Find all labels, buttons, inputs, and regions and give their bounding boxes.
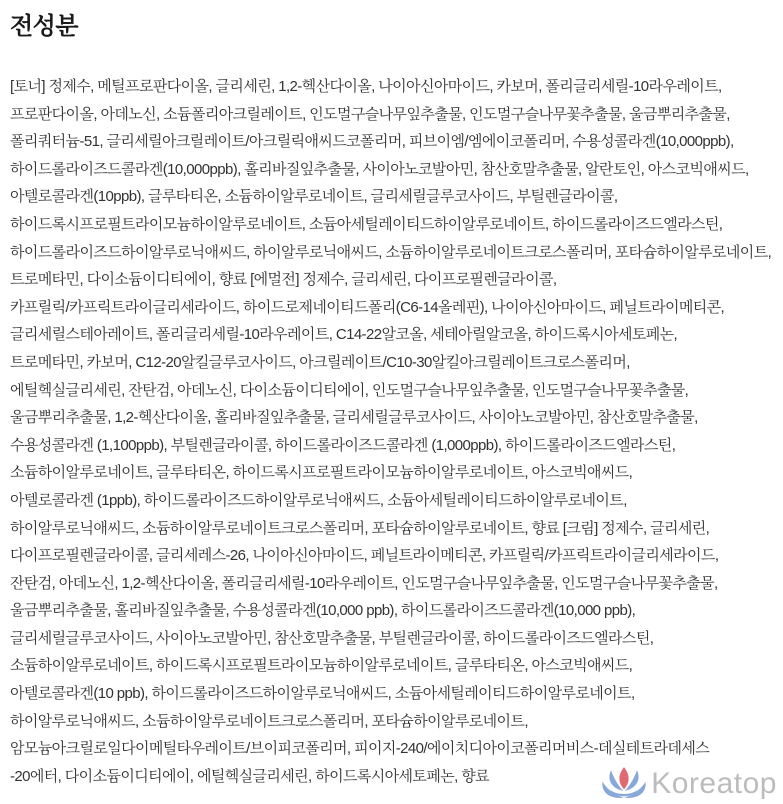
ingredient-text-line: 잔탄검, 아데노신, 1,2-헥산다이올, 폴리글리세릴-10라우레이트, 인도멀구슬나무잎추출물, 인도멀구슬나무꽃추출물, (10, 574, 718, 592)
ingredient-text-line: 울금뿌리추출물, 홀리바질잎추출물, 수용성콜라겐(10,000 ppb), 하이드롤라이즈드콜라겐(10,000 ppb), (10, 602, 636, 620)
page-title: 전성분 (10, 13, 79, 40)
ingredient-text-line: 하이드롤라이즈드콜라겐(10,000ppb), 홀리바질잎추출물, 사이아노코발아민, 참산호말추출물, 알란토인, 아스코빅애씨드, (10, 160, 749, 178)
ingredient-text-line: 프로판다이올, 아데노신, 소듐폴리아크릴레이트, 인도멀구슬나무잎추출물, 인도멀구슬나무꽃추출물, 울금뿌리추출물, (10, 105, 730, 123)
brand-watermark (601, 766, 777, 802)
ingredient-text-line: 암모늄아크릴로일다이메틸타우레이트/브이피코폴리머, 피이지-240/에이치디아이코폴리머비스-데실테트라데세스 (10, 740, 710, 758)
ingredient-text-line: 아텔로콜라겐 (1ppb), 하이드롤라이즈드하이알루로닉애씨드, 소듐아세틸레이티드하이알루로네이트, (10, 491, 627, 509)
ingredient-text-line: 소듐하이알루로네이트, 글루타티온, 하이드록시프로필트라이모늄하이알루로네이트, 아스코빅애씨드, (10, 464, 633, 482)
ingredient-text-line: 카프릴릭/카프릭트라이글리세라이드, 하이드로제네이티드폴리(C6-14올레핀), 나이아신아마이드, 페닐트라이메티콘, (10, 298, 725, 316)
ingredient-text-line: [토너] 정제수, 메틸프로판다이올, 글리세린, 1,2-헥산다이올, 나이아신아마이드, 카보머, 폴리글리세릴-10라우레이트, (10, 78, 722, 95)
ingredient-text-line: 다이프로필렌글라이콜, 글리세레스-26, 나이아신아마이드, 페닐트라이메티콘, 카프릴릭/카프릭트라이글리세라이드, (10, 547, 719, 565)
ingredient-text-line: 트로메타민, 다이소듐이디티에이, 향료 [에멀전] 정제수, 글리세린, 다이프로필렌글라이콜, (10, 271, 557, 289)
ingredients-text-block (10, 73, 781, 790)
ingredient-text-line: 폴리쿼터늄-51, 글리세릴아크릴레이트/아크릴릭애씨드코폴리머, 피브이엠/엠에이코폴리머, 수용성콜라겐(10,000ppb), (10, 133, 734, 151)
brand-name-text: Koreatop (651, 767, 777, 800)
ingredient-text-line: 울금뿌리추출물, 1,2-헥산다이올, 홀리바질잎추출물, 글리세릴글루코사이드, 사이아노코발아민, 참산호말추출물, (10, 409, 698, 427)
ingredient-text-line: 글리세릴글루코사이드, 사이아노코발아민, 참산호말추출물, 부틸렌글라이콜, 하이드롤라이즈드엘라스틴, (10, 629, 654, 647)
ingredient-text-line: 하이알루로닉애씨드, 소듐하이알루로네이트크로스폴리머, 포타슘하이알루로네이트, (10, 712, 528, 730)
ingredient-text-line: 하이알루로닉애씨드, 소듐하이알루로네이트크로스폴리머, 포타슘하이알루로네이트, 향료 [크림] 정제수, 글리세린, (10, 519, 710, 537)
ingredient-text-line: 수용성콜라겐 (1,100ppb), 부틸렌글라이콜, 하이드롤라이즈드콜라겐 (1,000ppb), 하이드롤라이즈드엘라스틴, (10, 436, 676, 454)
ingredient-text-line: 트로메타민, 카보머, C12-20알킬글루코사이드, 아크릴레이트/C10-30알킬아크릴레이트크로스폴리머, (10, 353, 630, 371)
ingredient-text-line: 에틸헥실글리세린, 잔탄검, 아데노신, 다이소듐이디티에이, 인도멀구슬나무잎추출물, 인도멀구슬나무꽃추출물, (10, 381, 689, 399)
ingredient-text-line: 아텔로콜라겐(10ppb), 글루타티온, 소듐하이알루로네이트, 글리세릴글루코사이드, 부틸렌글라이콜, (10, 188, 618, 206)
lotus-flower-icon (601, 766, 647, 802)
ingredient-text-line: 하이드롤라이즈드하이알루로닉애씨드, 하이알루로닉애씨드, 소듐하이알루로네이트크로스폴리머, 포타슘하이알루로네이트, (10, 243, 772, 261)
ingredient-text-line: 소듐하이알루로네이트, 하이드록시프로필트라이모늄하이알루로네이트, 글루타티온, 아스코빅애씨드, (10, 657, 633, 675)
ingredient-text-line: 글리세릴스테아레이트, 폴리글리세릴-10라우레이트, C14-22알코올, 세테아릴알코올, 하이드록시아세토페논, (10, 326, 678, 344)
ingredient-text-line: 아텔로콜라겐(10 ppb), 하이드롤라이즈드하이알루로닉애씨드, 소듐아세틸레이티드하이알루로네이트, (10, 685, 635, 703)
ingredient-text-line: 하이드록시프로필트라이모늄하이알루로네이트, 소듐아세틸레이티드하이알루로네이트, 하이드롤라이즈드엘라스틴, (10, 215, 723, 233)
ingredient-text-line: -20에터, 다이소듐이디티에이, 에틸헥실글리세린, 하이드록시아세토페논, 향료 (10, 767, 490, 785)
